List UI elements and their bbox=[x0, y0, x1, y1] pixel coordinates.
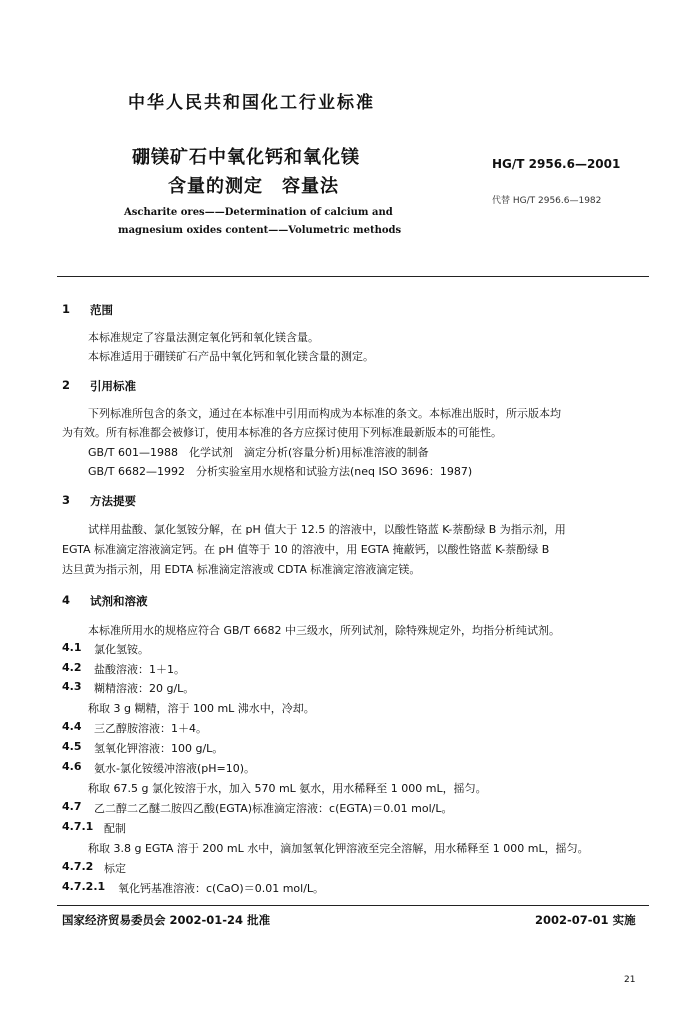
clause-number: 4.1 bbox=[62, 641, 82, 654]
standard-code: HG/T 2956.6—2001 bbox=[492, 157, 621, 171]
section-3-title: 方法提要 bbox=[90, 494, 136, 508]
clause-number: 4.6 bbox=[62, 760, 82, 773]
issuing-authority-header: 中华人民共和国化工行业标准 bbox=[128, 93, 375, 113]
standard-title-line2: 含量的测定 容量法 bbox=[168, 176, 339, 197]
section-2-title: 引用标准 bbox=[90, 379, 136, 393]
section-3-line-2: EGTA 标准滴定溶液滴定钙。在 pH 值等于 10 的溶液中，用 EGTA 掩蔽钙，以酸性铬蓝 K-萘酚绿 B bbox=[62, 543, 550, 556]
page-number: 21 bbox=[624, 975, 636, 985]
clause-text: 氯化氢铵。 bbox=[94, 643, 149, 656]
standard-title-line1: 硼镁矿石中氧化钙和氧化镁 bbox=[132, 147, 360, 168]
clause-detail: 称取 3 g 糊精，溶于 100 mL 沸水中，冷却。 bbox=[88, 702, 315, 715]
section-3-line-3: 达旦黄为指示剂，用 EDTA 标准滴定溶液或 CDTA 标准滴定溶液滴定镁。 bbox=[62, 563, 421, 576]
replaces-standard: 代替 HG/T 2956.6—1982 bbox=[492, 196, 602, 206]
section-2-para-line2: 为有效。所有标准都会被修订，使用本标准的各方应探讨使用下列标准最新版本的可能性。 bbox=[62, 426, 502, 439]
reference-gb-t-6682: GB/T 6682—1992 分析实验室用水规格和试验方法(neq ISO 3696：1987) bbox=[88, 465, 473, 478]
section-1-title: 范围 bbox=[90, 303, 113, 317]
clause-detail: 称取 3.8 g EGTA 溶于 200 mL 水中，滴加氢氧化钾溶液至完全溶解，用水稀释至 1 000 mL，摇匀。 bbox=[88, 842, 589, 855]
section-1-para-1: 本标准规定了容量法测定氧化钙和氧化镁含量。 bbox=[88, 331, 319, 344]
clause-text: 盐酸溶液：1＋1。 bbox=[94, 663, 185, 676]
clause-text: 氧化钙基准溶液：c(CaO)＝0.01 mol/L。 bbox=[118, 882, 325, 895]
reference-gb-t-601: GB/T 601—1988 化学试剂 滴定分析(容量分析)用标准溶液的制备 bbox=[88, 446, 429, 459]
clause-number: 4.3 bbox=[62, 680, 82, 693]
section-2-number: 2 bbox=[62, 378, 71, 392]
section-4-title: 试剂和溶液 bbox=[90, 594, 148, 608]
section-4-number: 4 bbox=[62, 593, 71, 607]
clause-number: 4.7.2 bbox=[62, 860, 94, 873]
clause-text: 标定 bbox=[104, 862, 126, 875]
section-1-number: 1 bbox=[62, 302, 71, 316]
section-3-line-1: 试样用盐酸、氯化氢铵分解，在 pH 值大于 12.5 的溶液中，以酸性铬蓝 K-萘酚绿 B 为指示剂，用 bbox=[88, 523, 566, 536]
section-3-number: 3 bbox=[62, 493, 71, 507]
clause-text: 配制 bbox=[104, 822, 126, 835]
bottom-divider bbox=[57, 905, 649, 906]
top-divider bbox=[57, 276, 649, 277]
clause-number: 4.7.2.1 bbox=[62, 880, 106, 893]
clause-text: 氨水-氯化铵缓冲溶液(pH=10)。 bbox=[94, 762, 256, 775]
clause-number: 4.2 bbox=[62, 661, 82, 674]
clause-number: 4.7 bbox=[62, 800, 82, 813]
clause-number: 4.4 bbox=[62, 720, 82, 733]
section-1-para-2: 本标准适用于硼镁矿石产品中氧化钙和氧化镁含量的测定。 bbox=[88, 350, 374, 363]
clause-detail: 称取 67.5 g 氯化铵溶于水，加入 570 mL 氨水，用水稀释至 1 000 mL，摇匀。 bbox=[88, 782, 487, 795]
clause-number: 4.7.1 bbox=[62, 820, 94, 833]
section-4-intro: 本标准所用水的规格应符合 GB/T 6682 中三级水，所列试剂，除特殊规定外，均指分析纯试剂。 bbox=[88, 624, 560, 637]
english-title-line2: magnesium oxides content——Volumetric methods bbox=[118, 225, 402, 236]
clause-text: 氢氧化钾溶液：100 g/L。 bbox=[94, 742, 224, 755]
section-2-para-line1: 下列标准所包含的条文，通过在本标准中引用而构成为本标准的条文。本标准出版时，所示版本均 bbox=[88, 407, 561, 420]
clause-number: 4.5 bbox=[62, 740, 82, 753]
clause-text: 糊精溶液：20 g/L。 bbox=[94, 682, 195, 695]
clause-text: 三乙醇胺溶液：1＋4。 bbox=[94, 722, 207, 735]
clause-text: 乙二醇二乙醚二胺四乙酸(EGTA)标准滴定溶液：c(EGTA)＝0.01 mol/L。 bbox=[94, 802, 453, 815]
approval-date: 国家经济贸易委员会 2002-01-24 批准 bbox=[62, 913, 271, 927]
english-title-line1: Ascharite ores——Determination of calcium and bbox=[124, 207, 393, 218]
implementation-date: 2002-07-01 实施 bbox=[535, 913, 636, 927]
